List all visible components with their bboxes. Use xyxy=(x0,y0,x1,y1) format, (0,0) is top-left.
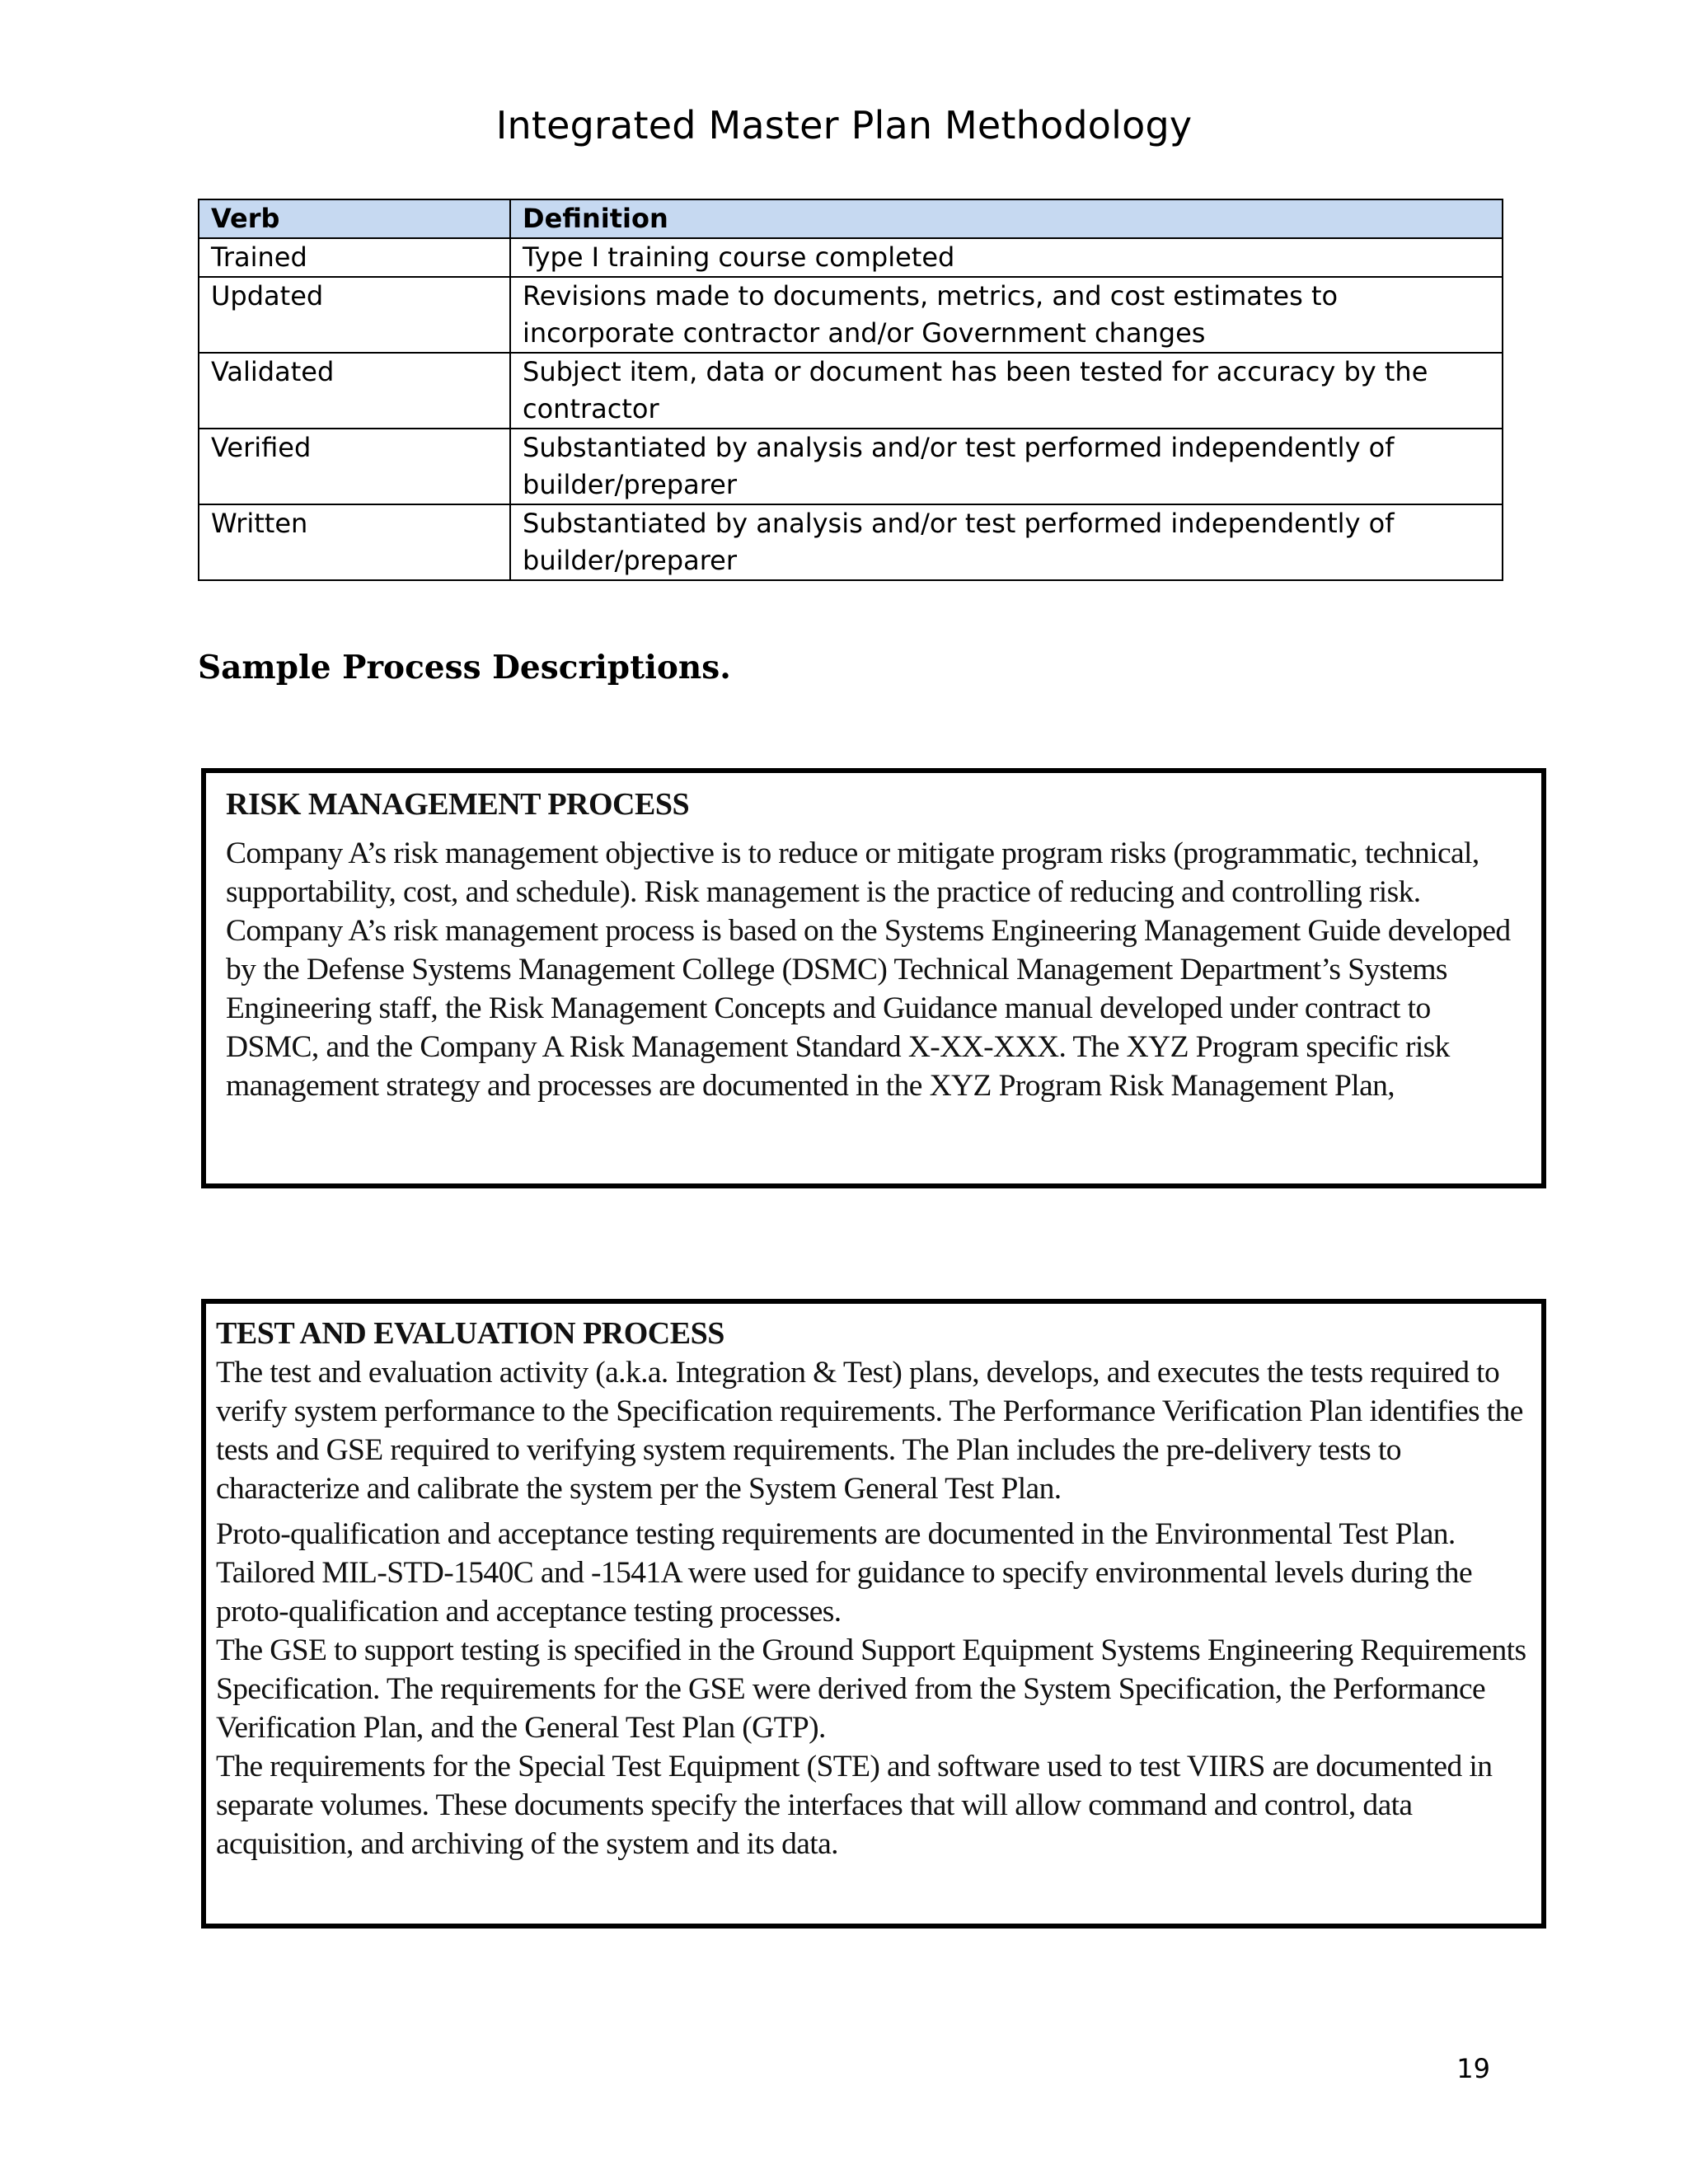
risk-process-body: Company A’s risk management objective is to reduce or mitigate program risks (programmatic, technical, supportability, cost, and schedule). Risk management is the practice of reducing and controlling risk. Company A’s risk management process is based on the Systems Engineering Management Guide developed by the Defense Systems Management College (DSMC) Technical Management Department’s Systems Engineering staff, the Risk Management Concepts and Guidance manual developed under contract to DSMC, and the Company A Risk Management Standard X-XX-XXX. The XYZ Program specific risk management strategy and processes are documented in the XYZ Program Risk Management Plan, xyxy=(226,837,1511,1103)
definition-cell: Type I training course completed xyxy=(510,238,1503,277)
test-process-paragraph: The requirements for the Special Test Equipment (STE) and software used to test VIIRS are documented in separate volumes. These documents specify the interfaces that will allow command and control, data acquisition, and archiving of the system and its data. xyxy=(216,1750,1493,1861)
table-row xyxy=(199,504,1503,580)
definition-cell: Substantiated by analysis and/or test performed independently of builder/preparer xyxy=(510,429,1503,504)
verb-cell: Validated xyxy=(199,353,510,429)
table-header-row xyxy=(199,199,1503,238)
table-row xyxy=(199,429,1503,504)
verb-definition-table xyxy=(198,199,1503,581)
definition-cell: Revisions made to documents, metrics, and cost estimates to incorporate contractor and/or Government changes xyxy=(510,277,1503,353)
table-row xyxy=(199,353,1503,429)
verb-cell: Trained xyxy=(199,238,510,277)
test-process-paragraph: The GSE to support testing is specified in the Ground Support Equipment Systems Engineering Requirements Specification. The requirements for the GSE were derived from the System Specification, the Performance Verification Plan, and the General Test Plan (GTP). xyxy=(216,1633,1526,1745)
definition-cell: Substantiated by analysis and/or test performed independently of builder/preparer xyxy=(510,504,1503,580)
test-process-title: TEST AND EVALUATION PROCESS xyxy=(216,1316,724,1351)
page-title: Integrated Master Plan Methodology xyxy=(495,103,1193,148)
definition-cell: Subject item, data or document has been tested for accuracy by the contractor xyxy=(510,353,1503,429)
verb-cell: Verified xyxy=(199,429,510,504)
table-row xyxy=(199,238,1503,277)
test-process-paragraph: Proto-qualification and acceptance testing requirements are documented in the Environmental Test Plan. Tailored MIL-STD-1540C and -1541A were used for guidance to specify environmental levels during the proto-qualification and acceptance testing processes. xyxy=(216,1517,1473,1629)
test-evaluation-process-box xyxy=(201,1299,1546,1929)
risk-management-process-box xyxy=(201,768,1546,1188)
page-number: 19 xyxy=(1456,2053,1490,2084)
risk-process-title: RISK MANAGEMENT PROCESS xyxy=(226,787,690,822)
column-header-verb: Verb xyxy=(199,199,510,238)
section-heading: Sample Process Descriptions. xyxy=(198,649,731,687)
verb-cell: Updated xyxy=(199,277,510,353)
verb-cell: Written xyxy=(199,504,510,580)
test-process-paragraph: The test and evaluation activity (a.k.a. Integration & Test) plans, develops, and executes the tests required to verify system performance to the Specification requirements. The Performance Verification Plan identifies the tests and GSE required to verifying system requirements. The Plan includes the pre-delivery tests to characterize and calibrate the system per the System General Test Plan. xyxy=(216,1356,1523,1506)
table-row xyxy=(199,277,1503,353)
column-header-definition: Definition xyxy=(510,199,1503,238)
